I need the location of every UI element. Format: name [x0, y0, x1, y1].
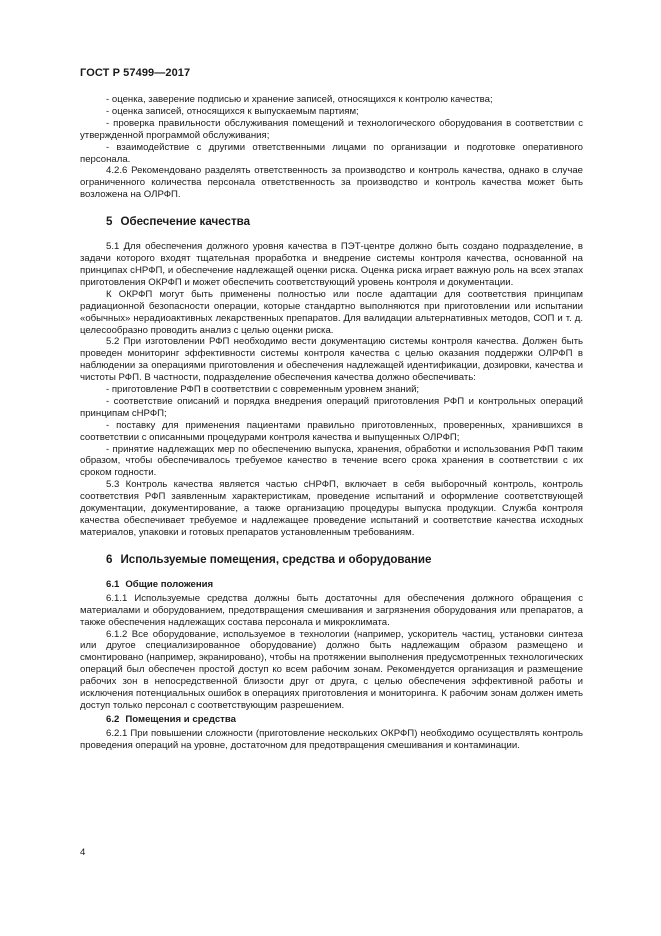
page-content [80, 94, 583, 752]
page-number: 4 [80, 847, 86, 858]
subsection-heading-6-2 [80, 714, 583, 726]
section-heading-5 [80, 215, 583, 229]
list-item: - взаимодействие с другими ответственными лицами по организации и подготовке оперативного персонала. [80, 141, 583, 165]
paragraph-6-2-1: 6.2.1 При повышении сложности (приготовление нескольких ОКРФП) необходимо осуществлять контроль проведения операций на уровне, достаточном для предотвращения смешивания и контаминации. [80, 727, 583, 751]
subsection-title: Общие положения [125, 578, 214, 590]
section-number: 5 [106, 215, 113, 229]
list-item: - соответствие описаний и порядка внедрения операций приготовления РФП и контрольных операций принципам сНРФП; [80, 395, 583, 419]
paragraph-5-2: 5.2 При изготовлении РФП необходимо вести документацию системы контроля качества. Должен быть проведен мониторинг эффективности системы контроля качества с целью оказания поддержки ОЛРФП в наблюдении за операциями приготовления и обеспечения надлежащей идентификации, дозировки, качества и чистоты РФП. В частности, подразделение обеспечения качества должно обеспечивать: [80, 336, 583, 384]
paragraph-4-2-6: 4.2.6 Рекомендовано разделять ответственность за производство и контроль качества, однако в случае ограниченного количества персонала ответственность за производство и контроль качества может быть возложена на ОЛРФП. [80, 165, 583, 201]
list-item: - проверка правильности обслуживания помещений и технологического оборудования в соответствии с утвержденной программой обслуживания; [80, 117, 583, 141]
subsection-number: 6.2 [106, 713, 120, 725]
subsection-heading-6-1 [80, 579, 583, 591]
list-item: - поставку для применения пациентами правильно приготовленных, проверенных, хранившихся в соответствии с описанными процедурами контроля качества и выпущенных ОЛРФП; [80, 419, 583, 443]
list-item: - принятие надлежащих мер по обеспечению выпуска, хранения, обработки и использования РФП таким образом, чтобы обеспечивалось требуемое качество в течение всего срока хранения в соответствии с их сроком годности. [80, 443, 583, 479]
paragraph-5-1: 5.1 Для обеспечения должного уровня качества в ПЭТ-центре должно быть создано подразделение, в задачи которого входят тщательная проработка и внедрение системы контроля качества, основанной на принципах сНРФП, и обеспечение надлежащей оценки риска. Оценка риска играет важную роль на всех этапах приготовления ОКРФП и может обеспечить соответствующий уровень контроля и документации. [80, 241, 583, 288]
section-title: Обеспечение качества [120, 215, 251, 229]
paragraph-6-1-1: 6.1.1 Используемые средства должны быть достаточны для обеспечения должного обращения с материалами и оборудованием, предотвращения смешивания и загрязнения оборудования или препаратов, а также обеспечения надлежащих состава персонала и микроклимата. [80, 592, 583, 628]
page-header-standard-number: ГОСТ Р 57499—2017 [80, 67, 191, 79]
subsection-title: Помещения и средства [125, 713, 236, 725]
paragraph-5-3: 5.3 Контроль качества является частью сНРФП, включает в себя выборочный контроль, контроль соответствия РФП заявленным характеристикам, проведение испытаний и оформление соответствующей документации, документирование, а также организацию процедуры выпуска продукции. Служба контроля качества обеспечивает требуемое и надлежащее проведение испытаний и соответствие качества исходных материалов, упаковки и готовых препаратов установленным требованиям. [80, 479, 583, 538]
paragraph: К ОКРФП могут быть применены полностью или после адаптации для соответствия принципам радиационной безопасности операции, которые стандартно выполняются при приготовлении или испытании «обычных» нерадиоактивных лекарственных препаратов. Для валидации альтернативных методов, СОП и т. д. целесообразно проводить анализ с целью оценки риска. [80, 288, 583, 336]
section-title: Используемые помещения, средства и оборудование [120, 552, 432, 566]
paragraph-6-1-2: 6.1.2 Все оборудование, используемое в технологии (например, ускоритель частиц, установки синтеза или другое специализированное оборудование) должно быть надлежащим образом размещено и смонтировано (например, экранировано), чтобы на протяжении выполнения предусмотренных технологических операций был обеспечен простой доступ ко всем рабочим зонам. Рекомендуется организация и размещение рабочих зон в непосредственной близости друг от друга, с целью обеспечения эффективной работы и исключения потенциальных ошибок в операциях приготовления и мониторинга. К рабочим зонам должен иметь доступ только персонал с соответствующим разрешением. [80, 628, 583, 711]
subsection-number: 6.1 [106, 578, 120, 590]
section-heading-6 [80, 553, 583, 567]
list-item: - оценка записей, относящихся к выпускаемым партиям; [106, 105, 359, 117]
section-number: 6 [106, 552, 113, 566]
list-item: - оценка, заверение подписью и хранение записей, относящихся к контролю качества; [106, 94, 493, 105]
list-item: - приготовление РФП в соответствии с современным уровнем знаний; [106, 384, 420, 396]
